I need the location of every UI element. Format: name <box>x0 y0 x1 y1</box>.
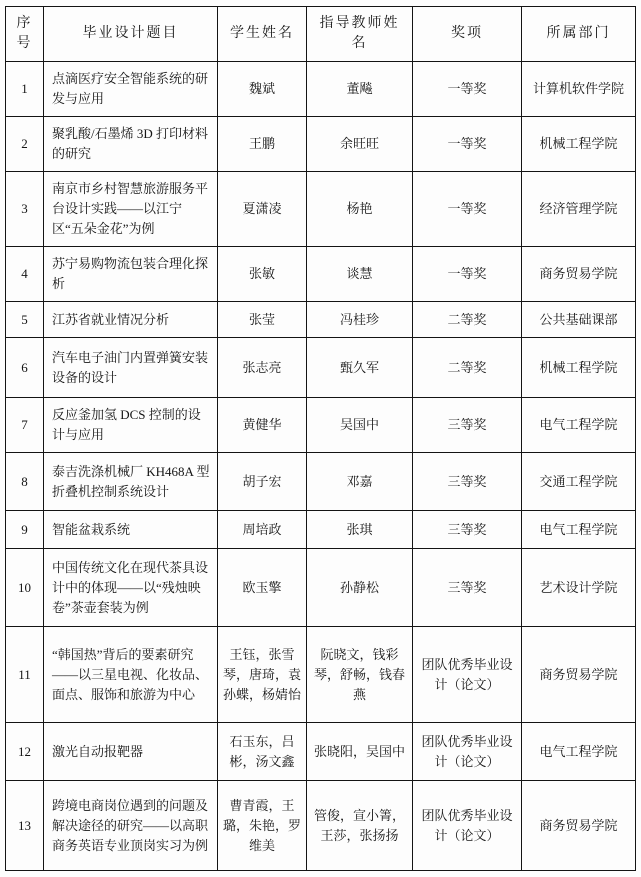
header-cell-student: 学生姓名 <box>218 7 307 62</box>
cell-award: 一等奖 <box>413 62 522 117</box>
cell-row-number: 8 <box>6 453 44 511</box>
cell-student: 胡子宏 <box>218 453 307 511</box>
cell-teacher: 甄久军 <box>307 338 413 398</box>
graduation-awards-table <box>5 6 636 871</box>
cell-award: 二等奖 <box>413 338 522 398</box>
cell-department: 计算机软件学院 <box>522 62 636 117</box>
header-cell-teacher: 指导教师姓名 <box>307 7 413 62</box>
cell-student: 魏斌 <box>218 62 307 117</box>
cell-award: 一等奖 <box>413 117 522 172</box>
cell-title: “韩国热”背后的要素研究——以三星电视、化妆品、面点、服饰和旅游为中心 <box>44 627 218 723</box>
table-row <box>6 781 636 871</box>
table-row <box>6 627 636 723</box>
cell-title: 泰吉洗涤机械厂 KH468A 型折叠机控制系统设计 <box>44 453 218 511</box>
cell-title: 激光自动报靶器 <box>44 723 218 781</box>
cell-department: 电气工程学院 <box>522 398 636 453</box>
table-row <box>6 511 636 549</box>
cell-row-number: 11 <box>6 627 44 723</box>
cell-department: 商务贸易学院 <box>522 627 636 723</box>
table-body <box>6 62 636 871</box>
cell-teacher: 杨艳 <box>307 172 413 247</box>
cell-title: 智能盆栽系统 <box>44 511 218 549</box>
table-row <box>6 117 636 172</box>
cell-title: 江苏省就业情况分析 <box>44 302 218 338</box>
table-header <box>6 7 636 62</box>
cell-department: 电气工程学院 <box>522 511 636 549</box>
cell-title: 苏宁易购物流包装合理化探析 <box>44 247 218 302</box>
cell-student: 曹青霞，王璐，朱艳，罗维美 <box>218 781 307 871</box>
cell-row-number: 6 <box>6 338 44 398</box>
cell-row-number: 3 <box>6 172 44 247</box>
cell-title: 点滴医疗安全智能系统的研发与应用 <box>44 62 218 117</box>
cell-title: 跨境电商岗位遇到的问题及解决途径的研究——以高职商务英语专业顶岗实习为例 <box>44 781 218 871</box>
cell-teacher: 邓嘉 <box>307 453 413 511</box>
header-cell-department: 所属部门 <box>522 7 636 62</box>
cell-teacher: 余旺旺 <box>307 117 413 172</box>
cell-row-number: 9 <box>6 511 44 549</box>
cell-student: 夏潇凌 <box>218 172 307 247</box>
cell-title: 南京市乡村智慧旅游服务平台设计实践——以江宁区“五朵金花”为例 <box>44 172 218 247</box>
cell-award: 二等奖 <box>413 302 522 338</box>
cell-department: 机械工程学院 <box>522 117 636 172</box>
cell-teacher: 谈慧 <box>307 247 413 302</box>
cell-department: 商务贸易学院 <box>522 781 636 871</box>
table-row <box>6 723 636 781</box>
cell-row-number: 12 <box>6 723 44 781</box>
table-row <box>6 338 636 398</box>
cell-department: 交通工程学院 <box>522 453 636 511</box>
cell-award: 团队优秀毕业设计（论文） <box>413 781 522 871</box>
cell-teacher: 管俊，宣小箐，王莎，张扬扬 <box>307 781 413 871</box>
cell-title: 中国传统文化在现代茶具设计中的体现——以“残烛映卷”茶壶套装为例 <box>44 549 218 627</box>
table-row <box>6 453 636 511</box>
cell-row-number: 10 <box>6 549 44 627</box>
cell-title: 聚乳酸/石墨烯 3D 打印材料的研究 <box>44 117 218 172</box>
table-row <box>6 172 636 247</box>
header-cell-title: 毕业设计题目 <box>44 7 218 62</box>
cell-teacher: 张晓阳，吴国中 <box>307 723 413 781</box>
cell-student: 张莹 <box>218 302 307 338</box>
header-cell-award: 奖项 <box>413 7 522 62</box>
cell-row-number: 4 <box>6 247 44 302</box>
header-cell-no: 序号 <box>6 7 44 62</box>
table-row <box>6 62 636 117</box>
cell-teacher: 阮晓文，钱彩琴，舒畅，钱春燕 <box>307 627 413 723</box>
table-row <box>6 549 636 627</box>
cell-row-number: 13 <box>6 781 44 871</box>
cell-row-number: 2 <box>6 117 44 172</box>
cell-student: 石玉东，吕彬，汤文鑫 <box>218 723 307 781</box>
cell-title: 汽车电子油门内置弹簧安装设备的设计 <box>44 338 218 398</box>
cell-award: 团队优秀毕业设计（论文） <box>413 723 522 781</box>
cell-award: 三等奖 <box>413 398 522 453</box>
cell-row-number: 7 <box>6 398 44 453</box>
table-row <box>6 302 636 338</box>
cell-teacher: 董飚 <box>307 62 413 117</box>
cell-department: 电气工程学院 <box>522 723 636 781</box>
cell-student: 王钰，张雪琴，唐琦，袁孙蝶，杨婧怡 <box>218 627 307 723</box>
cell-department: 公共基础课部 <box>522 302 636 338</box>
cell-award: 一等奖 <box>413 172 522 247</box>
cell-student: 黄健华 <box>218 398 307 453</box>
cell-award: 一等奖 <box>413 247 522 302</box>
cell-teacher: 张琪 <box>307 511 413 549</box>
cell-department: 机械工程学院 <box>522 338 636 398</box>
cell-award: 三等奖 <box>413 511 522 549</box>
cell-award: 三等奖 <box>413 453 522 511</box>
cell-teacher: 吴国中 <box>307 398 413 453</box>
cell-award: 团队优秀毕业设计（论文） <box>413 627 522 723</box>
cell-row-number: 1 <box>6 62 44 117</box>
cell-department: 经济管理学院 <box>522 172 636 247</box>
table-row <box>6 398 636 453</box>
cell-student: 欧玉擎 <box>218 549 307 627</box>
cell-department: 艺术设计学院 <box>522 549 636 627</box>
cell-row-number: 5 <box>6 302 44 338</box>
cell-teacher: 冯桂珍 <box>307 302 413 338</box>
cell-teacher: 孙静松 <box>307 549 413 627</box>
cell-title: 反应釜加氢 DCS 控制的设计与应用 <box>44 398 218 453</box>
cell-student: 周培政 <box>218 511 307 549</box>
header-row <box>6 7 636 62</box>
cell-student: 张敏 <box>218 247 307 302</box>
cell-student: 王鹏 <box>218 117 307 172</box>
table-row <box>6 247 636 302</box>
cell-award: 三等奖 <box>413 549 522 627</box>
cell-student: 张志亮 <box>218 338 307 398</box>
cell-department: 商务贸易学院 <box>522 247 636 302</box>
